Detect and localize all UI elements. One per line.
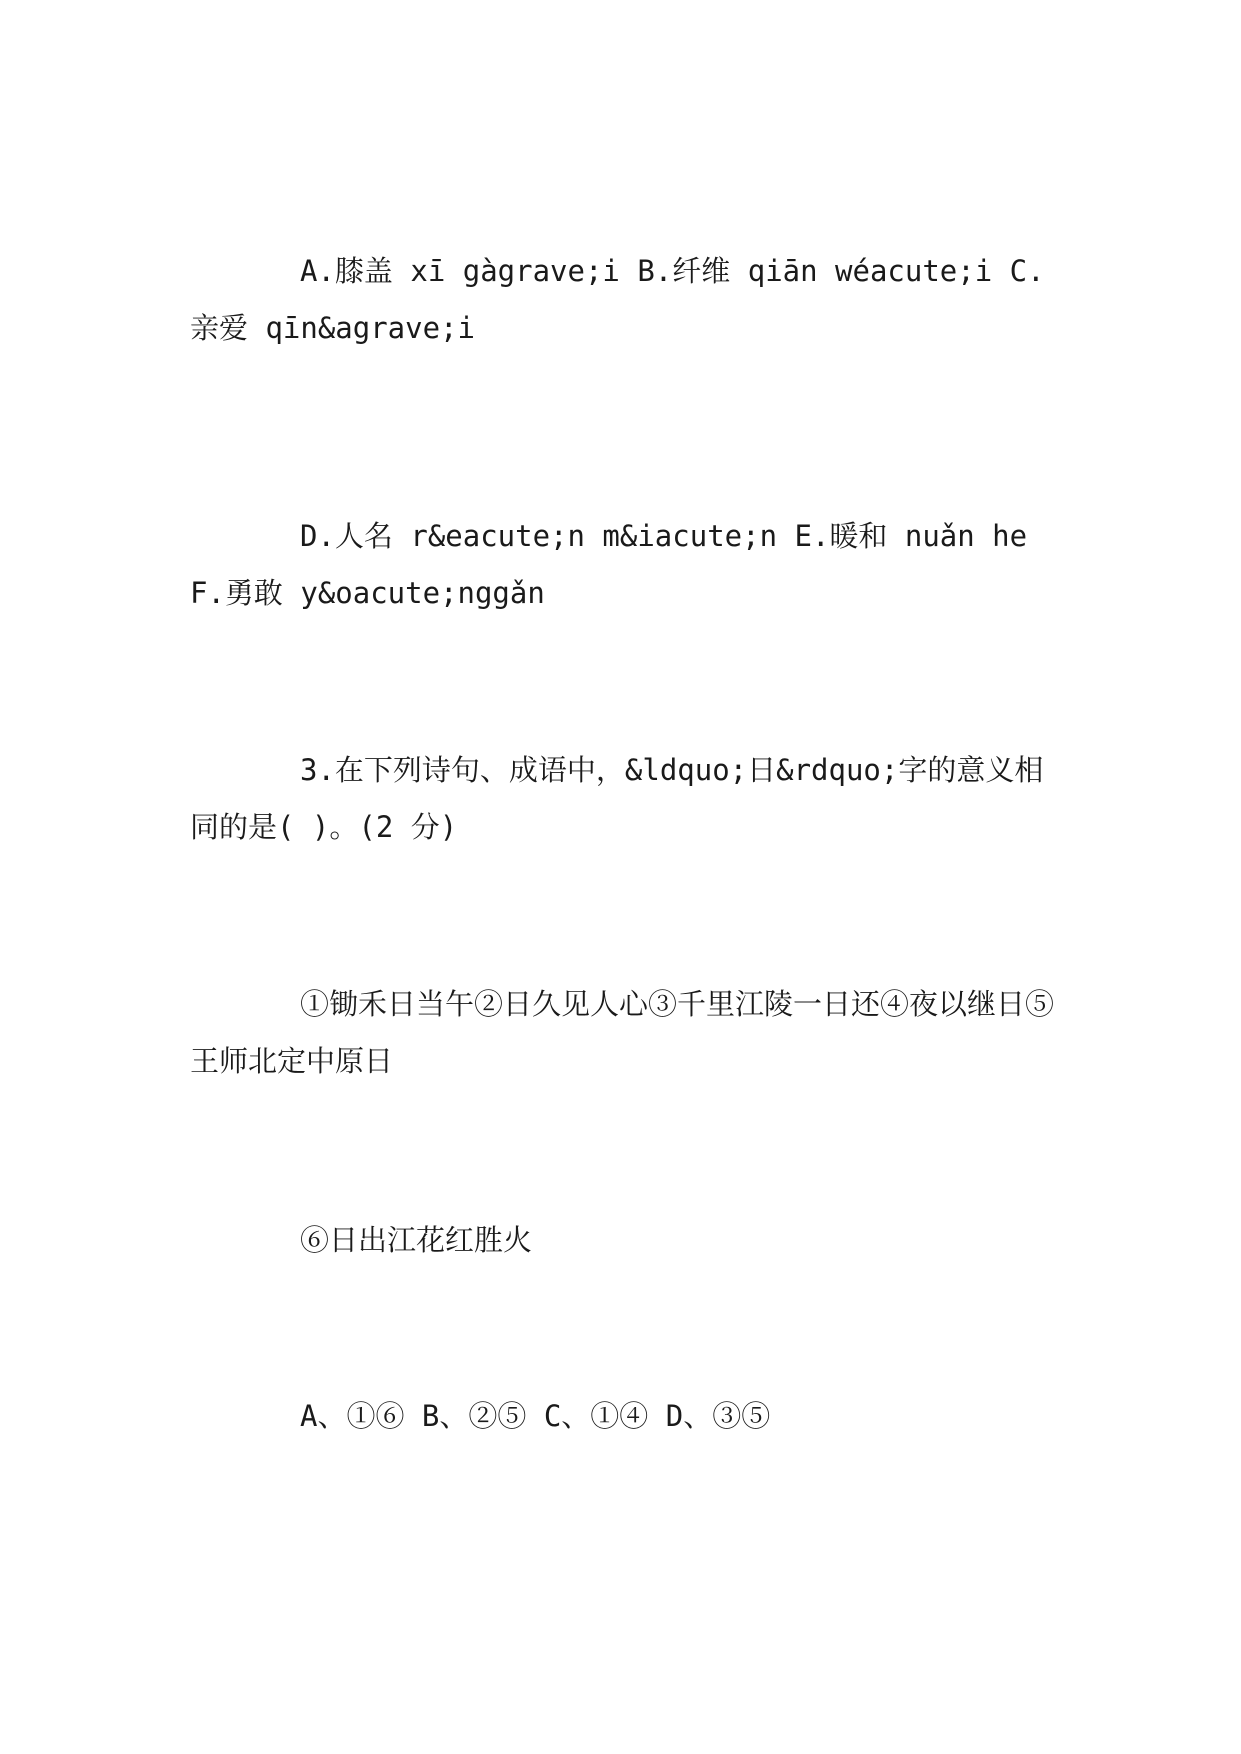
answer-choices: A、①⑥ B、②⑤ C、①④ D、③⑤ xyxy=(300,1399,771,1433)
poem-line-6: ⑥日出江花红胜火 xyxy=(300,1223,533,1257)
question-3: 3.在下列诗句、成语中，&ldquo;日&rdquo;字的意义相同的是( )。(2 分) xyxy=(190,753,1044,844)
paragraph-options-abc: A.膝盖 xī gàgrave;i B.纤维 qiān wéacute;i C.亲爱 qīn&agrave;i xyxy=(190,254,1045,345)
poem-lines: ①锄禾日当午②日久见人心③千里江陵一日还④夜以继日⑤王师北定中原日 xyxy=(190,987,1055,1078)
paragraph-options-def: D.人名 r&eacute;n m&iacute;n E.暖和 nuǎn he F.勇敢 y&oacute;nggǎn xyxy=(190,519,1028,610)
